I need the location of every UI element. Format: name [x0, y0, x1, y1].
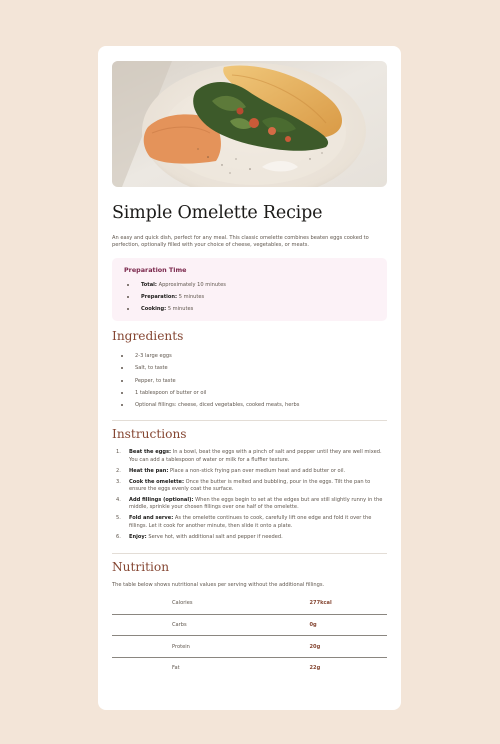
prep-label: Cooking: [141, 305, 167, 312]
ingredient-item: 1 tablespoon of butter or oil [118, 390, 387, 396]
prep-item-total [124, 282, 375, 288]
step-text: As the omelette continues to cook, carefully lift one edge and fold it over the fillings. Let it cook for another minute, then slide it onto a plate. [129, 515, 372, 529]
step-number: 2. [116, 467, 121, 474]
instructions-list [112, 449, 387, 541]
divider [112, 553, 387, 554]
step-label: Fold and serve: [129, 515, 174, 522]
omelette-photo [112, 61, 387, 187]
nutrient-name: Calories [112, 593, 250, 615]
ingredients-list [112, 353, 387, 409]
step-number: 6. [116, 533, 121, 540]
table-row [112, 636, 387, 658]
nutrition-intro: The table below shows nutritional values per serving without the additional fillings. [112, 581, 325, 588]
nutrition-heading: Nutrition [112, 559, 170, 574]
prep-value: Approximately 10 minutes [158, 281, 226, 288]
nutrient-value: 22g [309, 665, 321, 672]
table-row [112, 614, 387, 636]
step-text: Place a non-stick frying pan over medium heat and add butter or oil. [170, 467, 346, 474]
table-row [112, 593, 387, 615]
ingredient-item: Pepper, to taste [118, 378, 387, 384]
nutrient-value: 20g [250, 636, 388, 658]
instruction-step [116, 468, 387, 475]
step-label: Add fillings (optional): [129, 496, 194, 503]
step-text: Serve hot, with additional salt and pepper if needed. [148, 533, 283, 540]
instruction-step [116, 515, 387, 530]
recipe-intro: An easy and quick dish, perfect for any meal. This classic omelette combines beaten eggs cooked to perfection, optionally filled with your choice of cheese, vegetables, or meats. [112, 235, 369, 249]
step-text: When the eggs begin to set at the edges but are still slightly runny in the middle, sprinkle your chosen fillings over one half of the omelette. [129, 496, 383, 511]
preparation-time-box [112, 258, 387, 321]
prep-value: 5 minutes [167, 305, 194, 312]
nutrition-table [112, 593, 387, 679]
instruction-step [116, 497, 387, 512]
preparation-time-list [124, 282, 375, 312]
step-number: 5. [116, 515, 121, 522]
instruction-step [116, 534, 387, 541]
nutrient-name: Carbs [112, 614, 250, 636]
nutrient-name: Protein [112, 636, 250, 658]
step-text: In a bowl, beat the eggs with a pinch of salt and pepper until they are well mixed. You can add a tablespoon of water or milk for a fluffier texture. [129, 449, 382, 463]
ingredient-item: Optional fillings: cheese, diced vegetables, cooked meats, herbs [118, 402, 387, 408]
step-number: 1. [116, 449, 121, 456]
step-label: Cook the omelette: [129, 478, 185, 485]
step-label: Enjoy: [129, 533, 147, 540]
step-label: Heat the pan: [129, 467, 169, 474]
instruction-step [116, 479, 387, 494]
nutrient-name: Fat [172, 665, 180, 672]
instruction-step [116, 449, 387, 464]
recipe-card [98, 46, 401, 710]
step-number: 4. [116, 496, 121, 503]
ingredient-item: Salt, to taste [118, 365, 387, 371]
ingredients-heading: Ingredients [112, 328, 184, 343]
step-text: Once the butter is melted and bubbling, pour in the eggs. Tilt the pan to ensure the eggs evenly coat the surface. [129, 478, 371, 492]
step-label: Beat the eggs: [129, 449, 172, 456]
preparation-time-heading: Preparation Time [124, 265, 187, 274]
divider [112, 420, 387, 421]
step-number: 3. [116, 478, 121, 485]
ingredient-item: 2-3 large eggs [118, 353, 387, 359]
prep-item-preparation [124, 294, 375, 300]
nutrient-value: 277kcal [250, 593, 388, 615]
prep-value: 5 minutes [178, 293, 205, 300]
table-row [112, 657, 387, 679]
nutrient-value: 0g [250, 614, 388, 636]
prep-item-cooking [124, 306, 375, 312]
instructions-heading: Instructions [112, 427, 187, 442]
prep-label: Preparation: [141, 293, 178, 300]
recipe-title: Simple Omelette Recipe [112, 203, 323, 223]
prep-label: Total: [141, 281, 157, 288]
